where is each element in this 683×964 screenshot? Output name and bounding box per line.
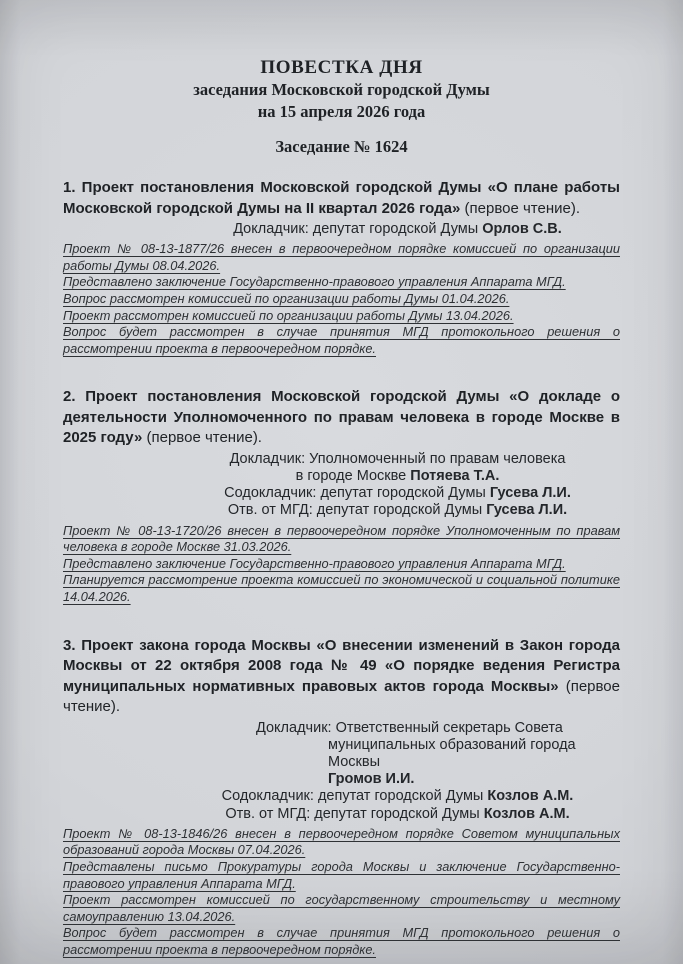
- agenda-item-1-speakers: [63, 221, 620, 238]
- speaker-line: [63, 788, 620, 805]
- agenda-item-3-reading-note: (первое чтение).: [63, 677, 620, 716]
- speaker-role-label: Докладчик: Ответственный секретарь Совета: [256, 719, 563, 736]
- note-line: Планируется рассмотрение проекта комиссией по экономической и социальной политике 14.04.2026.: [63, 572, 620, 605]
- speaker-name: Громов И.И.: [328, 771, 415, 788]
- session-number: Заседание № 1624: [275, 137, 408, 156]
- agenda-item-1-notes: [63, 241, 620, 357]
- agenda-item-3-speakers: [63, 720, 620, 823]
- agenda-item-3-heading: [63, 636, 620, 718]
- agenda-item-3-notes: [63, 826, 620, 959]
- note-line: Проект рассмотрен комиссией по организации работы Думы 13.04.2026.: [63, 307, 514, 323]
- note-line: Вопрос будет рассмотрен в случае принятия МГД протокольного решения о рассмотрении проекта в первоочередном порядке.: [63, 925, 620, 958]
- speaker-line: [63, 221, 620, 238]
- speaker-line: [63, 502, 620, 519]
- agenda-item-2-heading: [63, 387, 620, 449]
- speaker-line: [63, 720, 620, 737]
- speaker-line: [63, 737, 620, 771]
- note-line: Проект № 08-13-1877/26 внесен в первоочередном порядке комиссией по организации работы Думы 08.04.2026.: [63, 241, 620, 273]
- page-title: ПОВЕСТКА ДНЯ: [260, 57, 423, 78]
- agenda-item-2-reading-note: (первое чтение).: [142, 429, 262, 447]
- note-line: Проект № 08-13-1720/26 внесен в первоочередном порядке Уполномоченным по правам человека в городе Москве 31.03.2026.: [63, 522, 620, 555]
- agenda-item-2-speakers: [63, 451, 620, 520]
- note-line: Проект № 08-13-1846/26 внесен в первоочередном порядке Советом муниципальных образований города Москвы 07.04.2026.: [63, 825, 620, 858]
- note-line: Вопрос будет рассмотрен в случае принятия МГД протокольного решения о рассмотрении проекта в первоочередном порядке.: [63, 324, 620, 356]
- note-line: Представлено заключение Государственно-правового управления Аппарата МГД.: [63, 555, 566, 571]
- speaker-role-label: Докладчик: депутат городской Думы: [233, 221, 483, 237]
- speaker-name: Гусева Л.И.: [486, 502, 568, 519]
- speaker-role-label: в городе Москве: [295, 468, 411, 485]
- note-line: Представлены письмо Прокуратуры города Москвы и заключение Государственно-правового управления Аппарата МГД.: [63, 859, 620, 891]
- speaker-line: [63, 771, 620, 788]
- speaker-role-label: Содокладчик: депутат городской Думы: [224, 485, 490, 502]
- note-line: Представлено заключение Государственно-правового управления Аппарата МГД.: [63, 274, 566, 290]
- agenda-item-3-title: 3. Проект закона города Москвы «О внесении изменений в Закон города Москвы от 22 октября 2008 года № 49 «О порядке ведения Регистра муниципальных нормативных правовых актов города Москвы»: [63, 636, 620, 695]
- agenda-item-2: [63, 387, 620, 605]
- speaker-role-label: Отв. от МГД: депутат городской Думы: [225, 805, 484, 822]
- agenda-item-1-reading-note: (первое чтение).: [460, 199, 580, 217]
- speaker-name: Орлов С.В.: [482, 221, 562, 237]
- speaker-name: Козлов А.М.: [483, 805, 570, 822]
- document-subtitle-line1: заседания Московской городской Думы: [193, 80, 490, 99]
- agenda-item-1: [63, 178, 620, 357]
- speaker-name: Потяева Т.А.: [410, 468, 500, 485]
- speaker-line: [63, 806, 620, 823]
- speaker-line: [63, 468, 620, 485]
- speaker-role-label: муниципальных образований города Москвы: [328, 736, 576, 771]
- speaker-role-label: Отв. от МГД: депутат городской Думы: [227, 502, 487, 519]
- agenda-item-1-heading: [63, 178, 620, 219]
- agenda-item-3: [63, 636, 620, 959]
- speaker-name: Гусева Л.И.: [489, 485, 571, 502]
- speaker-name: Козлов А.М.: [487, 788, 574, 805]
- agenda-item-2-notes: [63, 523, 620, 606]
- note-line: Проект рассмотрен комиссией по государственному строительству и местному самоуправлению 13.04.2026.: [63, 892, 620, 924]
- agenda-item-1-title: 1. Проект постановления Московской городской Думы «О плане работы Московской городской Думы на II квартал 2026 года»: [63, 179, 620, 217]
- speaker-role-label: Докладчик: Уполномоченный по правам человека: [229, 450, 566, 467]
- speaker-line: [63, 485, 620, 502]
- agenda-item-2-title: 2. Проект постановления Московской городской Думы «О докладе о деятельности Уполномоченного по правам человека в городе Москве в 2025 году»: [63, 388, 620, 447]
- document-subtitle-line2: на 15 апреля 2026 года: [257, 102, 426, 121]
- note-line: Вопрос рассмотрен комиссией по организации работы Думы 01.04.2026.: [63, 290, 510, 306]
- document-title-block: [63, 57, 620, 123]
- speaker-line: [63, 451, 620, 468]
- speaker-role-label: Содокладчик: депутат городской Думы: [221, 788, 488, 805]
